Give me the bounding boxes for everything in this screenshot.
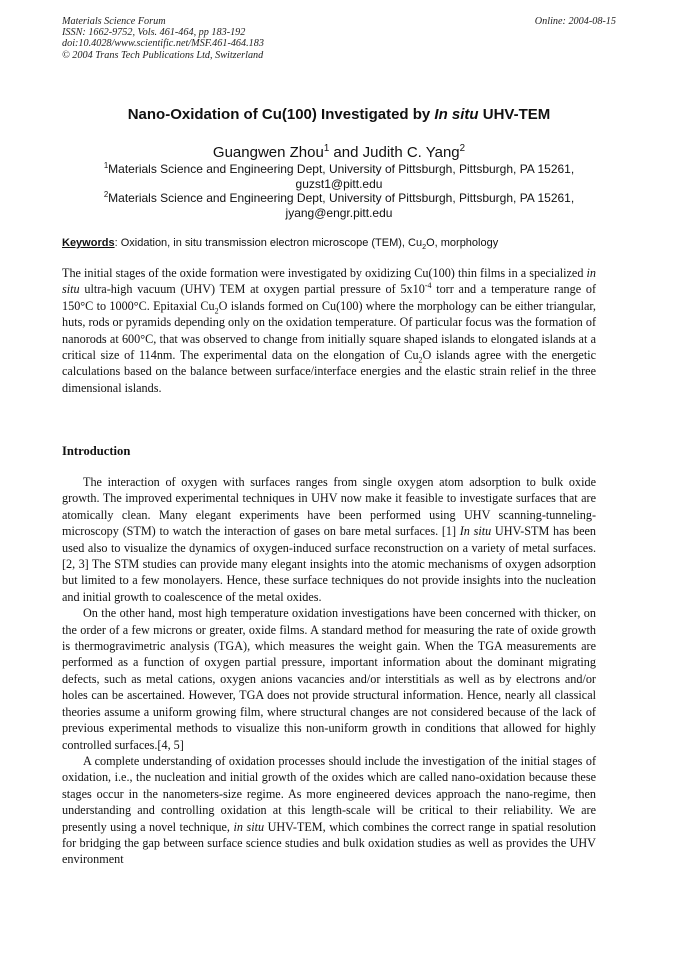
- author-list: Guangwen Zhou$^1$ and Judith C. Yang$^2$: [212, 143, 466, 161]
- paper-title: Nano-Oxidation of Cu(100) Investigated by In situ UHV-TEM: [127, 106, 551, 123]
- abstract: The initial stages of the oxide formation were investigated by oxidizing Cu(100) thin films in a specialized in situ ultra-high vacuum (UHV) TEM at oxygen partial pressure of $5x10^{-4}$ torr and a temperature range of 150°C to 1000°C. Epitaxial $Cu_2O$ islands formed on Cu(100) where the morphology can be either triangular, huts, rods or pyramids depending only on the oxidation temperature. Of particular focus was the formation of nanorods at 600°C, that was observed to change from initially square shaped islands to elongated islands at a critical size of 114nm. The experimental data on the elongation of $Cu_2O$ islands agree with the energetic calculations based on the balance between surface/interface energies and the elastic strain relief in the three dimensional islands.: [62, 266, 597, 395]
- keywords-label: Keywords: [62, 237, 115, 249]
- doi-link[interactable]: doi:10.4028/www.scientific.net/MSF.461-464.183: [62, 38, 264, 50]
- section-heading-introduction: Introduction: [62, 444, 131, 458]
- author-name: Guangwen Zhou: [212, 144, 324, 161]
- affiliation-1: $^1$Materials Science and Engineering Dept, University of Pittsburgh, Pittsburgh, PA 15261, guzst1@pitt.edu: [40, 162, 638, 192]
- copyright-line: © 2004 Trans Tech Publications Ltd, Switzerland: [62, 49, 264, 61]
- paragraph: A complete understanding of oxidation processes should include the investigation of the initial stages of oxidation, i.e., the nucleation and initial growth of the oxides which are called nano-oxidation because these stages occur in the nanometers-size regime. As more engineered devices approach the nano-regime, then understanding and controlling oxidation at this length-scale will be critical to their reliability. We are presently using a novel technique, in situ UHV-TEM, which combines the correct range in spatial resolution for bridging the gap between surface science studies and bulk oxidation studies as well as provides the UHV environment: [62, 753, 596, 867]
- introduction-body: [62, 474, 596, 868]
- journal-header: [62, 16, 264, 61]
- issn-line: ISSN: 1662-9752, Vols. 461-464, pp 183-192: [62, 27, 246, 39]
- affiliation-2: $^2$Materials Science and Engineering Dept, University of Pittsburgh, Pittsburgh, PA 15261, jyang@engr.pitt.edu: [40, 191, 638, 221]
- author-name: Judith C. Yang: [362, 144, 460, 161]
- paragraph: The interaction of oxygen with surfaces ranges from single oxygen atom adsorption to bulk oxide growth. The improved experimental techniques in UHV now make it feasible to investigate surfaces that are atomically clean. Many elegant experiments have been performed using UHV scanning-tunneling-microscopy (STM) to watch the interaction of gases on bare metal surfaces. [1] In situ UHV-STM has been used also to visualize the dynamics of oxygen-induced surface reconstruction on a variety of metal surfaces.[2, 3] The STM studies can provide many elegant insights into the atomic mechanisms of oxygen adsorption but limited to a few monolayers. Hence, these surface techniques do not provide insights into the nucleation and initial growth to coalescence of the metal oxides.: [62, 475, 596, 604]
- email-link[interactable]: jyang@engr.pitt.edu: [285, 206, 393, 220]
- email-link[interactable]: guzst1@pitt.edu: [295, 177, 383, 191]
- keywords: Keywords: Oxidation, in situ transmission electron microscope (TEM), $Cu_2O$, morphology: [62, 237, 499, 252]
- online-date: Online: 2004-08-15: [534, 16, 616, 27]
- paragraph: On the other hand, most high temperature oxidation investigations have been concerned with thicker, on the order of a few microns or greater, oxide films. A standard method for measuring the rate of oxide growth is thermogravimetric analysis (TGA), which measures the weight gain. When the TGA measurements are performed as a function of oxygen partial pressure, important information about the dominant migrating defects, such as metal cations, oxygen anions vacancies and/or interstitials as well as by electrons and/or holes can be ascertained. However, TGA does not provide structural information. Hence, nearly all classical theories assume a uniform growing film, where structural changes are not considered because of the lack of previous experimental methods to visualize this non-uniform growth in conditions that allowed for highly controlled surfaces.[4, 5]: [62, 606, 596, 752]
- journal-name: Materials Science Forum: [62, 16, 166, 27]
